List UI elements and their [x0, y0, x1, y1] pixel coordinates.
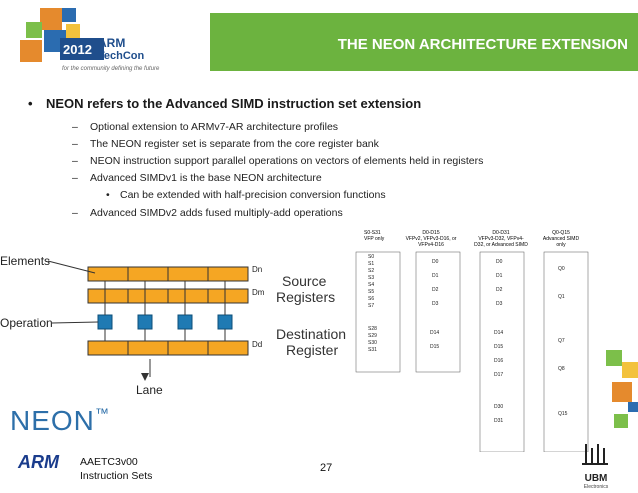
svg-text:S5: S5 — [368, 289, 375, 295]
svg-text:D30: D30 — [494, 404, 504, 410]
label-dm: Dm — [252, 288, 265, 297]
label-source-2: Registers — [276, 289, 336, 305]
svg-text:S2: S2 — [368, 268, 375, 274]
label-dest-1: Destination — [276, 326, 347, 342]
svg-text:D15: D15 — [430, 344, 440, 350]
svg-text:S28: S28 — [368, 326, 377, 332]
course-info — [80, 455, 152, 483]
dash-1: – — [72, 121, 78, 133]
bullet-main: NEON refers to the Advanced SIMD instruction set extension — [46, 96, 422, 111]
svg-text:D31: D31 — [494, 418, 504, 424]
table-header: D0-D31 VFPv3-D32, VFPv4-D32, or Advanced SIMD — [474, 230, 528, 248]
bullet-item: Optional extension to ARMv7-AR architecture profiles — [90, 121, 339, 133]
svg-text:S30: S30 — [368, 340, 377, 346]
ubm-mark-icon — [572, 442, 620, 468]
ubm-text: UBM — [584, 473, 608, 484]
svg-text:D16: D16 — [494, 358, 504, 364]
svg-text:D3: D3 — [496, 301, 503, 307]
page-number: 27 — [320, 462, 333, 474]
logo-name: TechCon — [98, 50, 145, 62]
table-header: D0-D15 VFPv2, VFPv3-D16, or VFPv4-D16 — [405, 230, 457, 248]
ubm-logo — [572, 442, 620, 488]
svg-text:D0: D0 — [496, 259, 503, 265]
bullet-list — [28, 96, 628, 114]
svg-text:S7: S7 — [368, 303, 375, 309]
svg-text:D17: D17 — [494, 372, 504, 378]
svg-text:Q8: Q8 — [558, 366, 565, 372]
label-dest-2: Register — [286, 342, 339, 358]
svg-text:D0: D0 — [432, 259, 439, 265]
svg-text:S4: S4 — [368, 282, 375, 288]
label-operation: Operation — [0, 316, 53, 330]
label-elements: Elements — [0, 254, 51, 268]
svg-text:D2: D2 — [432, 287, 439, 293]
svg-text:D1: D1 — [496, 273, 503, 279]
bullet-item: Advanced SIMDv2 adds fused multiply-add operations — [90, 207, 343, 219]
bullet-item: The NEON register set is separate from the core register bank — [90, 138, 379, 150]
svg-text:S0: S0 — [368, 254, 375, 260]
logo-year: 2012 — [63, 42, 92, 57]
svg-text:S29: S29 — [368, 333, 377, 339]
table-header: Q0-Q15 Advanced SIMD only — [542, 230, 580, 248]
svg-text:Q15: Q15 — [558, 411, 568, 417]
logo-tagline: for the community defining the future — [62, 66, 160, 72]
decorative-squares — [600, 342, 638, 452]
bullet-item: Advanced SIMDv1 is the base NEON architecture — [90, 172, 322, 184]
arm-logo: ARM — [18, 452, 59, 472]
logo-brand: ARM — [98, 36, 126, 50]
svg-text:D2: D2 — [496, 287, 503, 293]
course-name: Instruction Sets — [80, 470, 153, 482]
svg-text:S1: S1 — [368, 261, 375, 267]
techcon-logo — [0, 0, 210, 82]
svg-text:S6: S6 — [368, 296, 375, 302]
svg-text:D14: D14 — [494, 330, 504, 336]
dash-5: – — [72, 207, 78, 219]
dash-3: – — [72, 155, 78, 167]
bullet-item: NEON instruction support parallel operations on vectors of elements held in registers — [90, 155, 484, 167]
svg-text:Q7: Q7 — [558, 338, 565, 344]
svg-text:D15: D15 — [494, 344, 504, 350]
svg-text:D1: D1 — [432, 273, 439, 279]
svg-text:S3: S3 — [368, 275, 375, 281]
label-dn: Dn — [252, 265, 263, 274]
svg-text:Q1: Q1 — [558, 294, 565, 300]
sub-bullet-dot: • — [106, 189, 110, 201]
svg-text:D14: D14 — [430, 330, 440, 336]
dash-4: – — [72, 172, 78, 184]
dash-2: – — [72, 138, 78, 150]
sub-bullet-item: Can be extended with half-precision conversion functions — [120, 189, 386, 201]
label-source-1: Source — [282, 273, 327, 289]
svg-text:D3: D3 — [432, 301, 439, 307]
label-lane: Lane — [136, 383, 163, 397]
neon-logo: NEON™ — [10, 405, 110, 436]
svg-text:S31: S31 — [368, 347, 377, 353]
label-dd: Dd — [252, 340, 263, 349]
course-code: AAETC3v00 — [80, 456, 138, 468]
svg-text:Q0: Q0 — [558, 266, 565, 272]
bullet-dot: • — [28, 96, 33, 111]
slide-title: THE NEON ARCHITECTURE EXTENSION — [337, 36, 628, 53]
ubm-sub: Electronics — [583, 484, 609, 490]
register-table — [350, 222, 600, 457]
register-grid — [350, 222, 600, 452]
table-header: S0-S31 VFP only — [364, 230, 385, 242]
